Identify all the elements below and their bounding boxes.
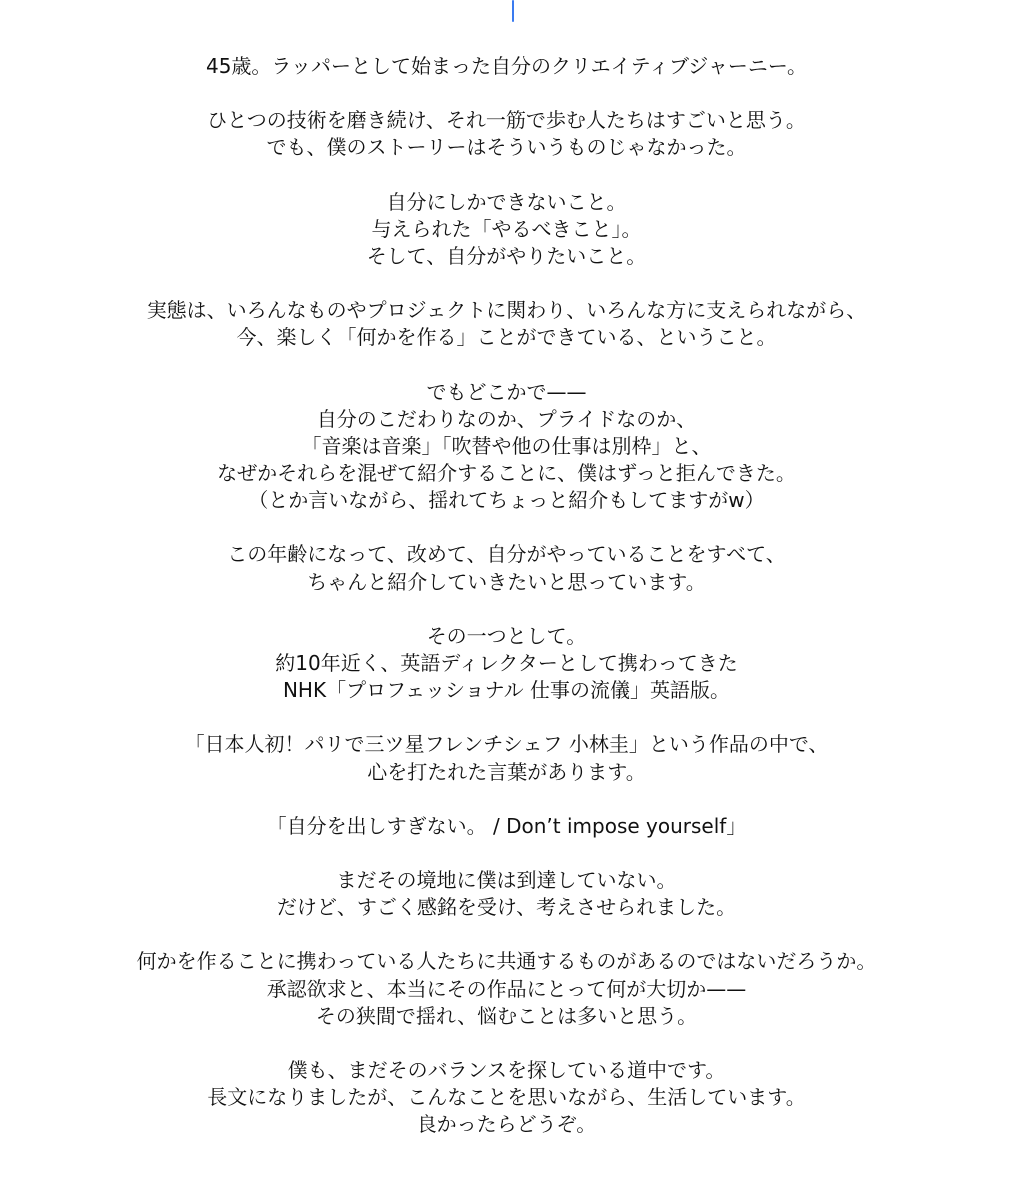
text-line: その狭間で揺れ、悩むことは多いと思う。 bbox=[315, 1003, 698, 1028]
text-line: なぜかそれらを混ぜて紹介することに、僕はずっと拒んできた。 bbox=[217, 461, 796, 486]
text-line: まだその境地に僕は到達していない。 bbox=[336, 867, 677, 892]
text-line: 良かったらどうぞ。 bbox=[416, 1112, 597, 1137]
paragraph bbox=[0, 731, 1013, 785]
text-line: その一つとして。 bbox=[426, 623, 587, 648]
text-cursor bbox=[512, 0, 514, 22]
paragraph bbox=[0, 53, 1013, 80]
text-line: ひとつの技術を磨き続け、それ一筋で歩む人たちはすごいと思う。 bbox=[207, 108, 806, 133]
text-line: 与えられた「やるべきこと」。 bbox=[371, 216, 642, 241]
paragraph bbox=[0, 867, 1013, 921]
text-line: 45歳。ラッパーとして始まった自分のクリエイティブジャーニー。 bbox=[205, 54, 808, 78]
text-line: でも、僕のストーリーはそういうものじゃなかった。 bbox=[266, 135, 747, 160]
text-line: この年齢になって、改めて、自分がやっていることをすべて、 bbox=[227, 542, 786, 567]
text-line: （とか言いながら、揺れてちょっと紹介もしてますがw） bbox=[248, 488, 765, 513]
text-line: 今、楽しく「何かを作る」ことができている、ということ。 bbox=[236, 325, 777, 350]
quote-line: 「自分を出しすぎない。 / Don’t impose yourself」 bbox=[266, 813, 747, 838]
text-line: そして、自分がやりたいこと。 bbox=[366, 243, 647, 268]
paragraph bbox=[0, 297, 1013, 351]
text-line: だけど、すごく感銘を受け、考えさせられました。 bbox=[276, 895, 737, 920]
paragraph bbox=[0, 541, 1013, 595]
paragraph bbox=[0, 189, 1013, 271]
text-line: 約10年近く、英語ディレクターとして携わってきた bbox=[275, 651, 738, 675]
paragraph bbox=[0, 623, 1013, 705]
text-line: NHK「プロフェッショナル 仕事の流儀」英語版。 bbox=[282, 678, 731, 703]
paragraph bbox=[0, 1057, 1013, 1139]
text-line: 実態は、いろんなものやプロジェクトに関わり、いろんな方に支えられながら、 bbox=[146, 298, 867, 323]
paragraph bbox=[0, 107, 1013, 161]
text-line: 承認欲求と、本当にその作品にとって何が大切か—— bbox=[266, 976, 747, 1001]
text-line: ちゃんと紹介していきたいと思っています。 bbox=[307, 569, 706, 594]
text-line: 長文になりましたが、こんなことを思いながら、生活しています。 bbox=[207, 1085, 806, 1110]
post-body bbox=[0, 53, 1013, 1165]
text-line: 僕も、まだそのバランスを探している道中です。 bbox=[287, 1057, 726, 1082]
text-line: 自分にしかできないこと。 bbox=[386, 189, 627, 214]
paragraph bbox=[0, 948, 1013, 1030]
text-line: 「日本人初！パリで三ツ星フレンチシェフ 小林圭」という作品の中で、 bbox=[184, 732, 829, 757]
text-line: 心を打たれた言葉があります。 bbox=[367, 759, 646, 784]
text-line: でもどこかで—— bbox=[426, 379, 587, 404]
paragraph bbox=[0, 813, 1013, 840]
text-line: 何かを作ることに携わっている人たちに共通するものがあるのではないだろうか。 bbox=[136, 949, 877, 974]
text-line: 「音楽は音楽」「吹替や他の仕事は別枠」と、 bbox=[301, 433, 712, 458]
paragraph bbox=[0, 379, 1013, 515]
text-line: 自分のこだわりなのか、プライドなのか、 bbox=[316, 406, 697, 431]
